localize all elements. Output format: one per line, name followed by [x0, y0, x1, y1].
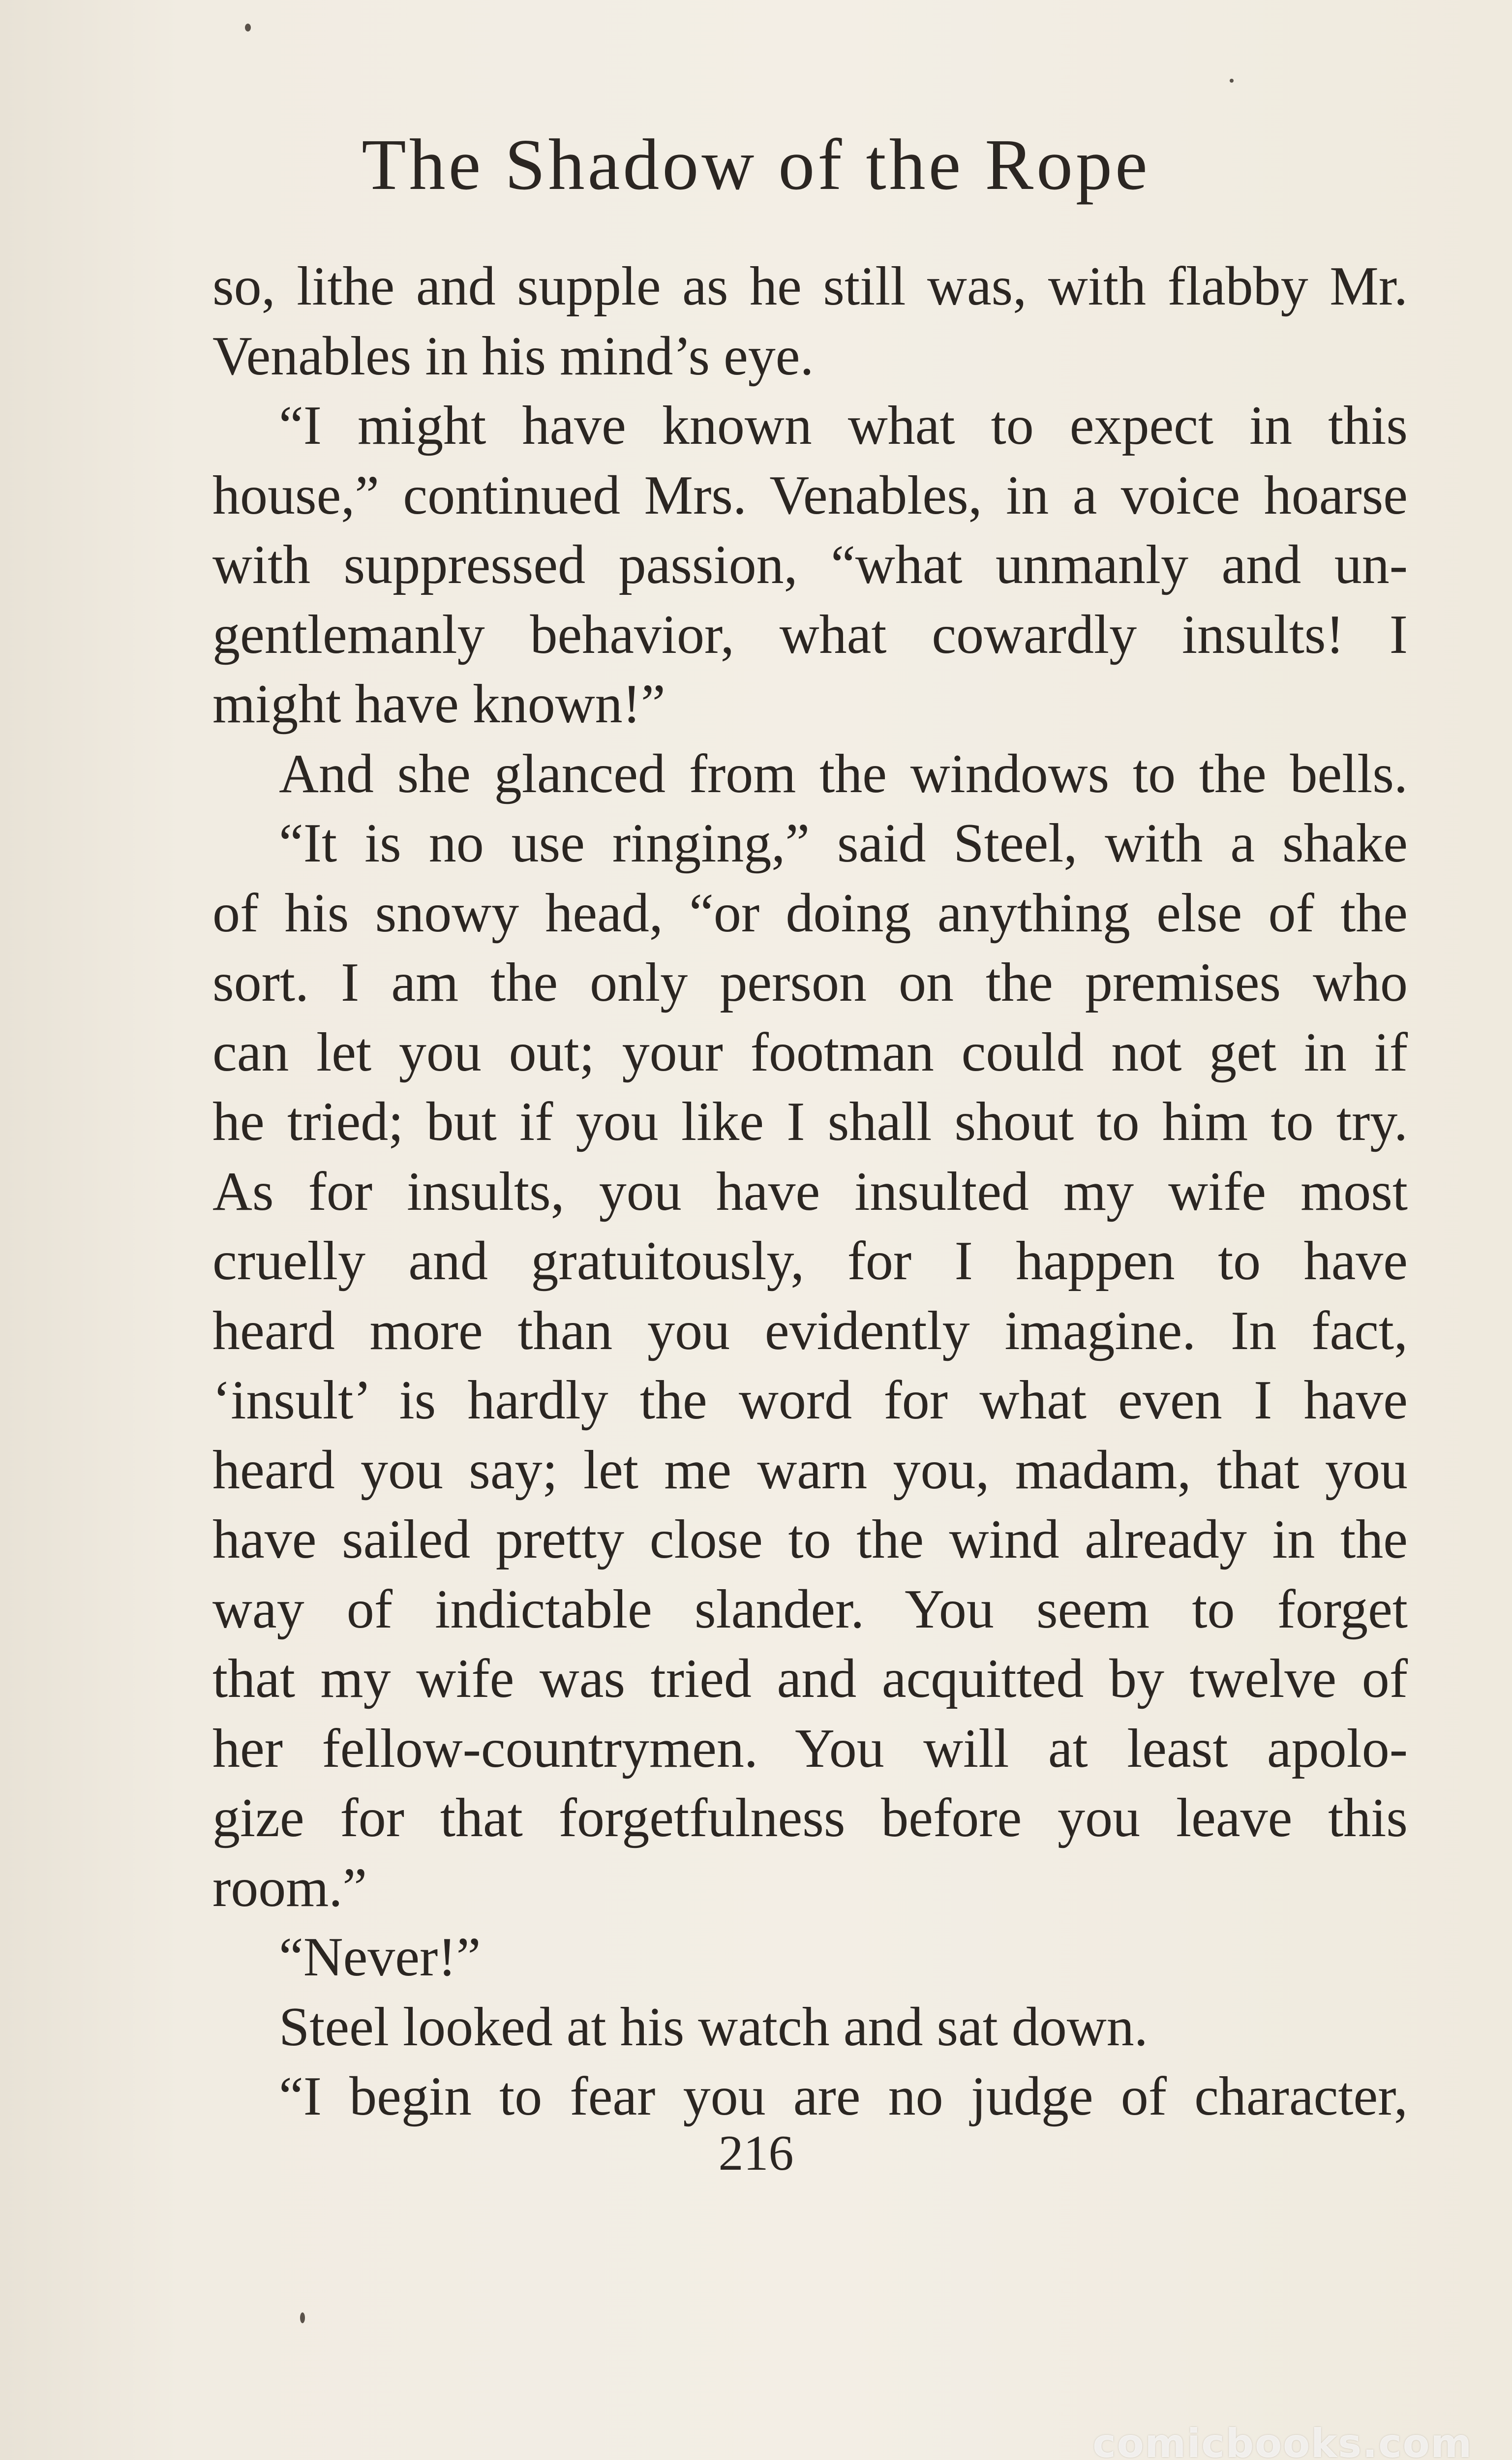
text-line: way of indictable slander. You seem to forget [212, 1578, 1408, 1640]
text-line: Venables in his mind’s eye. [212, 325, 814, 387]
text-line: cruelly and gratuitously, for I happen to have [212, 1230, 1408, 1292]
text-line: As for insults, you have insulted my wife most [212, 1161, 1408, 1222]
text-line: heard you say; let me warn you, madam, that you [212, 1439, 1408, 1501]
text-line: that my wife was tried and acquitted by twelve of [212, 1648, 1408, 1709]
text-line: heard more than you evidently imagine. In fact, [212, 1300, 1408, 1361]
text-line: Steel looked at his watch and sat down. [279, 1996, 1148, 2058]
text-line: can let you out; your footman could not get in if [212, 1021, 1408, 1083]
text-line: might have known!” [212, 674, 665, 735]
text-line: ‘insult’ is hardly the word for what even I have [212, 1370, 1408, 1431]
text-line: And she glanced from the windows to the bells. [279, 743, 1408, 804]
text-line: of his snowy head, “or doing anything else of the [212, 882, 1408, 944]
text-line: so, lithe and supple as he still was, with flabby Mr. [212, 256, 1408, 317]
body-text [212, 252, 1408, 2132]
text-line: her fellow-countrymen. You will at least apolo- [212, 1718, 1408, 1779]
text-line: “I might have known what to expect in this [279, 395, 1408, 456]
text-line: he tried; but if you like I shall shout to him to try. [212, 1091, 1408, 1152]
watermark: comicbooks.com [1092, 2421, 1473, 2460]
text-line: sort. I am the only person on the premises who [212, 952, 1408, 1013]
ink-speck [300, 2312, 305, 2323]
text-line: gentlemanly behavior, what cowardly insults! I [212, 604, 1408, 665]
ink-speck [1230, 79, 1234, 83]
text-line: with suppressed passion, “what unmanly and un- [212, 534, 1408, 595]
text-line: “Never!” [279, 1927, 481, 1988]
text-line: room.” [212, 1857, 367, 1918]
text-line: “I begin to fear you are no judge of character, [279, 2066, 1408, 2127]
text-line: gize for that forgetfulness before you leave this [212, 1787, 1408, 1848]
text-line: “It is no use ringing,” said Steel, with a shake [279, 813, 1408, 874]
ink-speck [245, 24, 251, 31]
text-line: house,” continued Mrs. Venables, in a voice hoarse [212, 464, 1408, 526]
running-head: The Shadow of the Rope [362, 124, 1150, 205]
text-line: have sailed pretty close to the wind already in the [212, 1509, 1408, 1570]
page-number: 216 [718, 2125, 794, 2181]
